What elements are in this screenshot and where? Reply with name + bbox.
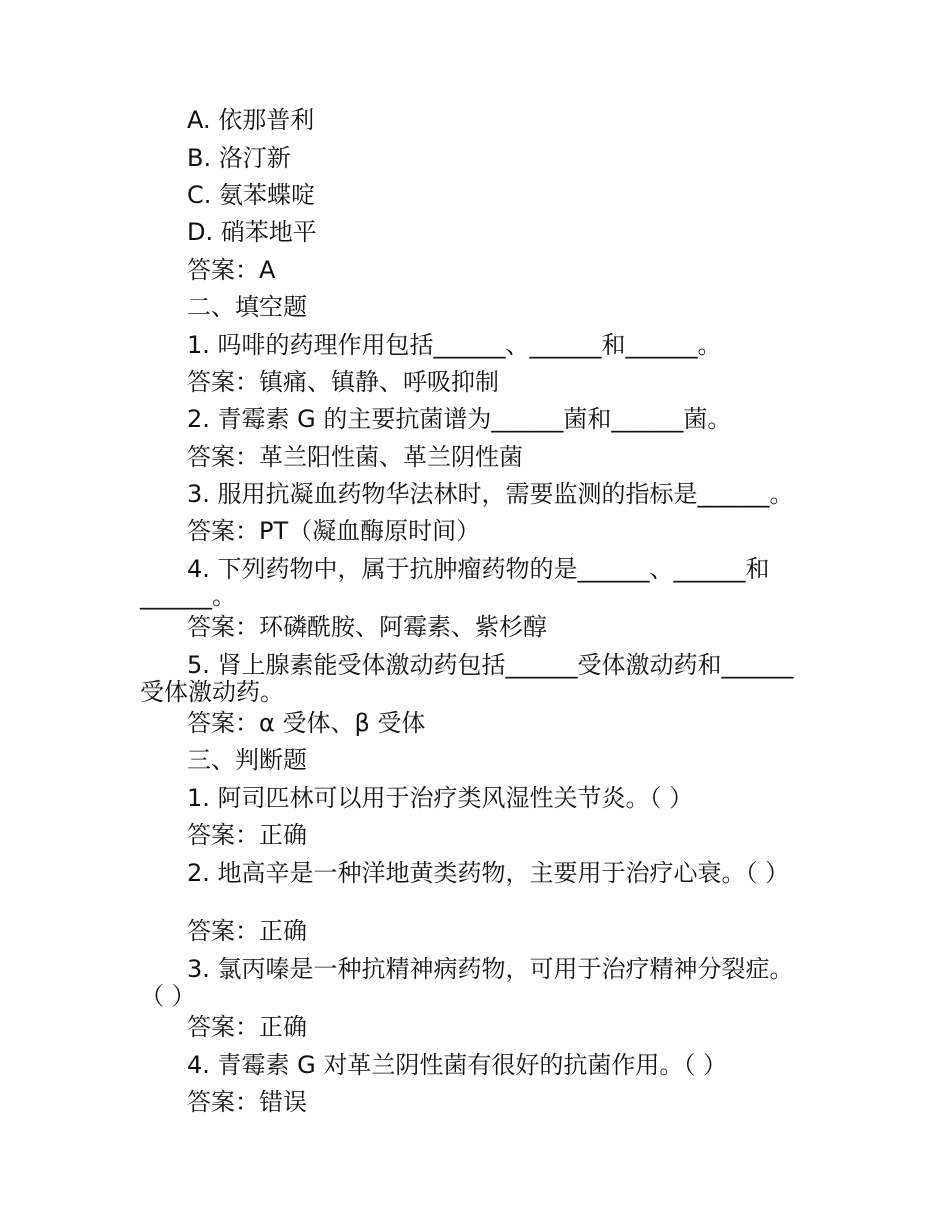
option-a: A. 依那普利 bbox=[187, 106, 315, 134]
section-heading-fill: 二、填空题 bbox=[187, 293, 307, 321]
fill-question-2: 2. 青霉素 G 的主要抗菌谱为______菌和______菌。 bbox=[187, 405, 732, 433]
fill-answer-4: 答案：环磷酰胺、阿霉素、紫杉醇 bbox=[187, 613, 547, 641]
judge-answer-4: 答案：错误 bbox=[187, 1088, 307, 1116]
option-d: D. 硝苯地平 bbox=[187, 218, 317, 246]
fill-answer-3: 答案：PT（凝血酶原时间） bbox=[187, 517, 481, 545]
fill-question-3: 3. 服用抗凝血药物华法林时，需要监测的指标是______。 bbox=[187, 480, 794, 508]
fill-question-4: 4. 下列药物中，属于抗肿瘤药物的是______、______和______。 bbox=[140, 555, 770, 610]
judge-question-3: 3. 氯丙嗪是一种抗精神病药物，可用于治疗精神分裂症。（ ） bbox=[140, 955, 794, 1010]
judge-question-2: 2. 地高辛是一种洋地黄类药物，主要用于治疗心衰。（ ） bbox=[187, 859, 790, 887]
option-b: B. 洛汀新 bbox=[187, 144, 291, 172]
section-heading-judge: 三、判断题 bbox=[187, 746, 307, 774]
option-c: C. 氨苯蝶啶 bbox=[187, 181, 316, 209]
judge-question-4: 4. 青霉素 G 对革兰阴性菌有很好的抗菌作用。（ ） bbox=[187, 1051, 728, 1079]
fill-question-5: 5. 肾上腺素能受体激动药包括______受体激动药和______受体激动药。 bbox=[140, 651, 794, 706]
fill-answer-5: 答案：α 受体、β 受体 bbox=[187, 709, 426, 737]
answer-choice: 答案：A bbox=[187, 256, 276, 284]
fill-answer-1: 答案：镇痛、镇静、呼吸抑制 bbox=[187, 368, 499, 396]
fill-question-1: 1. 吗啡的药理作用包括______、______和______。 bbox=[187, 331, 722, 359]
fill-answer-2: 答案：革兰阳性菌、革兰阴性菌 bbox=[187, 443, 523, 471]
judge-answer-1: 答案：正确 bbox=[187, 821, 307, 849]
judge-answer-2: 答案：正确 bbox=[187, 917, 307, 945]
judge-answer-3: 答案：正确 bbox=[187, 1013, 307, 1041]
judge-question-1: 1. 阿司匹林可以用于治疗类风湿性关节炎。（ ） bbox=[187, 784, 694, 812]
